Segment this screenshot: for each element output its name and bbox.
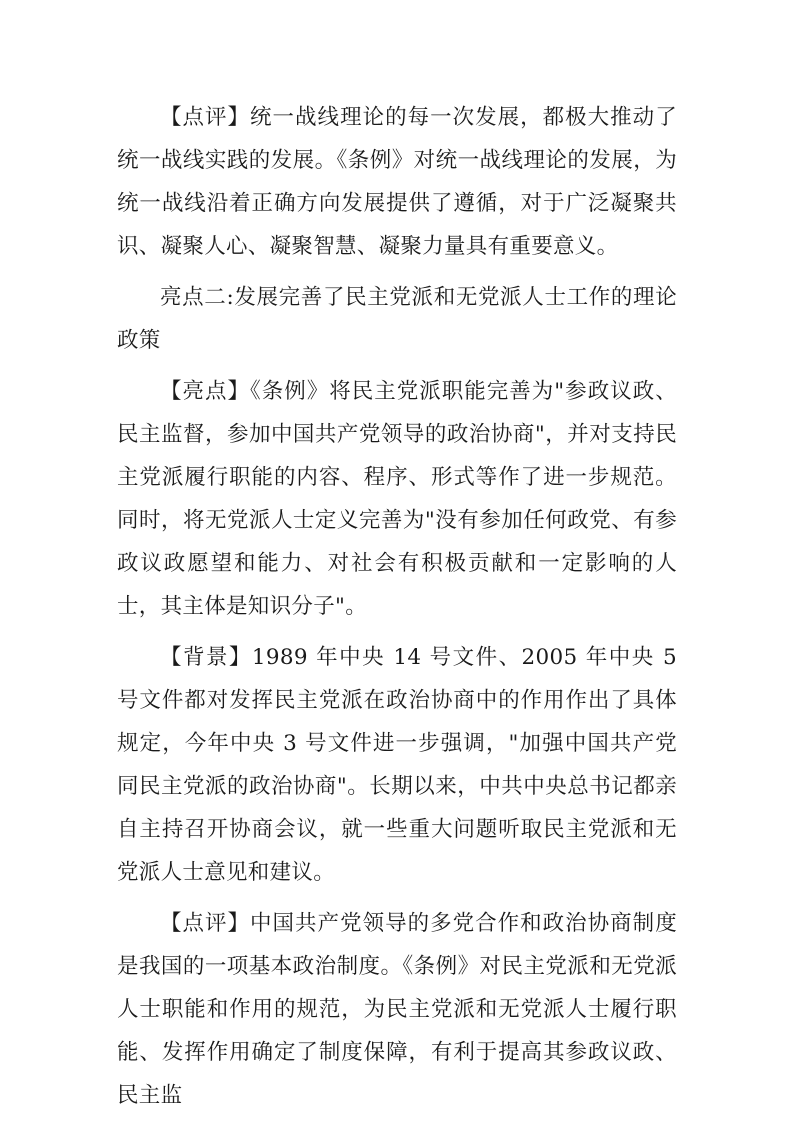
paragraph-background: 【背景】1989 年中央 14 号文件、2005 年中央 5 号文件都对发挥民主党派在政治协商中的作用作出了具体规定，今年中央 3 号文件进一步强调，"加强中国共产党同民主党派的政治协商"。长期以来，中共中央总书记都亲自主持召开协商会议，就一些重大问题听取民主党派和无党派人士意见和建议。 [117, 645, 677, 885]
document-body [117, 96, 677, 1125]
paragraph-commentary-2: 【点评】中国共产党领导的多党合作和政治协商制度是我国的一项基本政治制度。《条例》对民主党派和无党派人士职能和作用的规范，为民主党派和无党派人士履行职能、发挥作用确定了制度保障，有利于提高其参政议政、民主监 [117, 911, 677, 1108]
section-heading-highlight-2: 亮点二:发展完善了民主党派和无党派人士工作的理论政策 [117, 285, 677, 353]
paragraph-highlight: 【亮点】《条例》将民主党派职能完善为"参政议政、民主监督，参加中国共产党领导的政治协商"，并对支持民主党派履行职能的内容、程序、形式等作了进一步规范。同时，将无党派人士定义完善为"没有参加任何政党、有参政议政愿望和能力、对社会有积极贡献和一定影响的人士，其主体是知识分子"。 [117, 379, 677, 619]
paragraph-commentary-1: 【点评】统一战线理论的每一次发展，都极大推动了统一战线实践的发展。《条例》对统一战线理论的发展，为统一战线沿着正确方向发展提供了遵循，对于广泛凝聚共识、凝聚人心、凝聚智慧、凝聚力量具有重要意义。 [117, 105, 677, 259]
